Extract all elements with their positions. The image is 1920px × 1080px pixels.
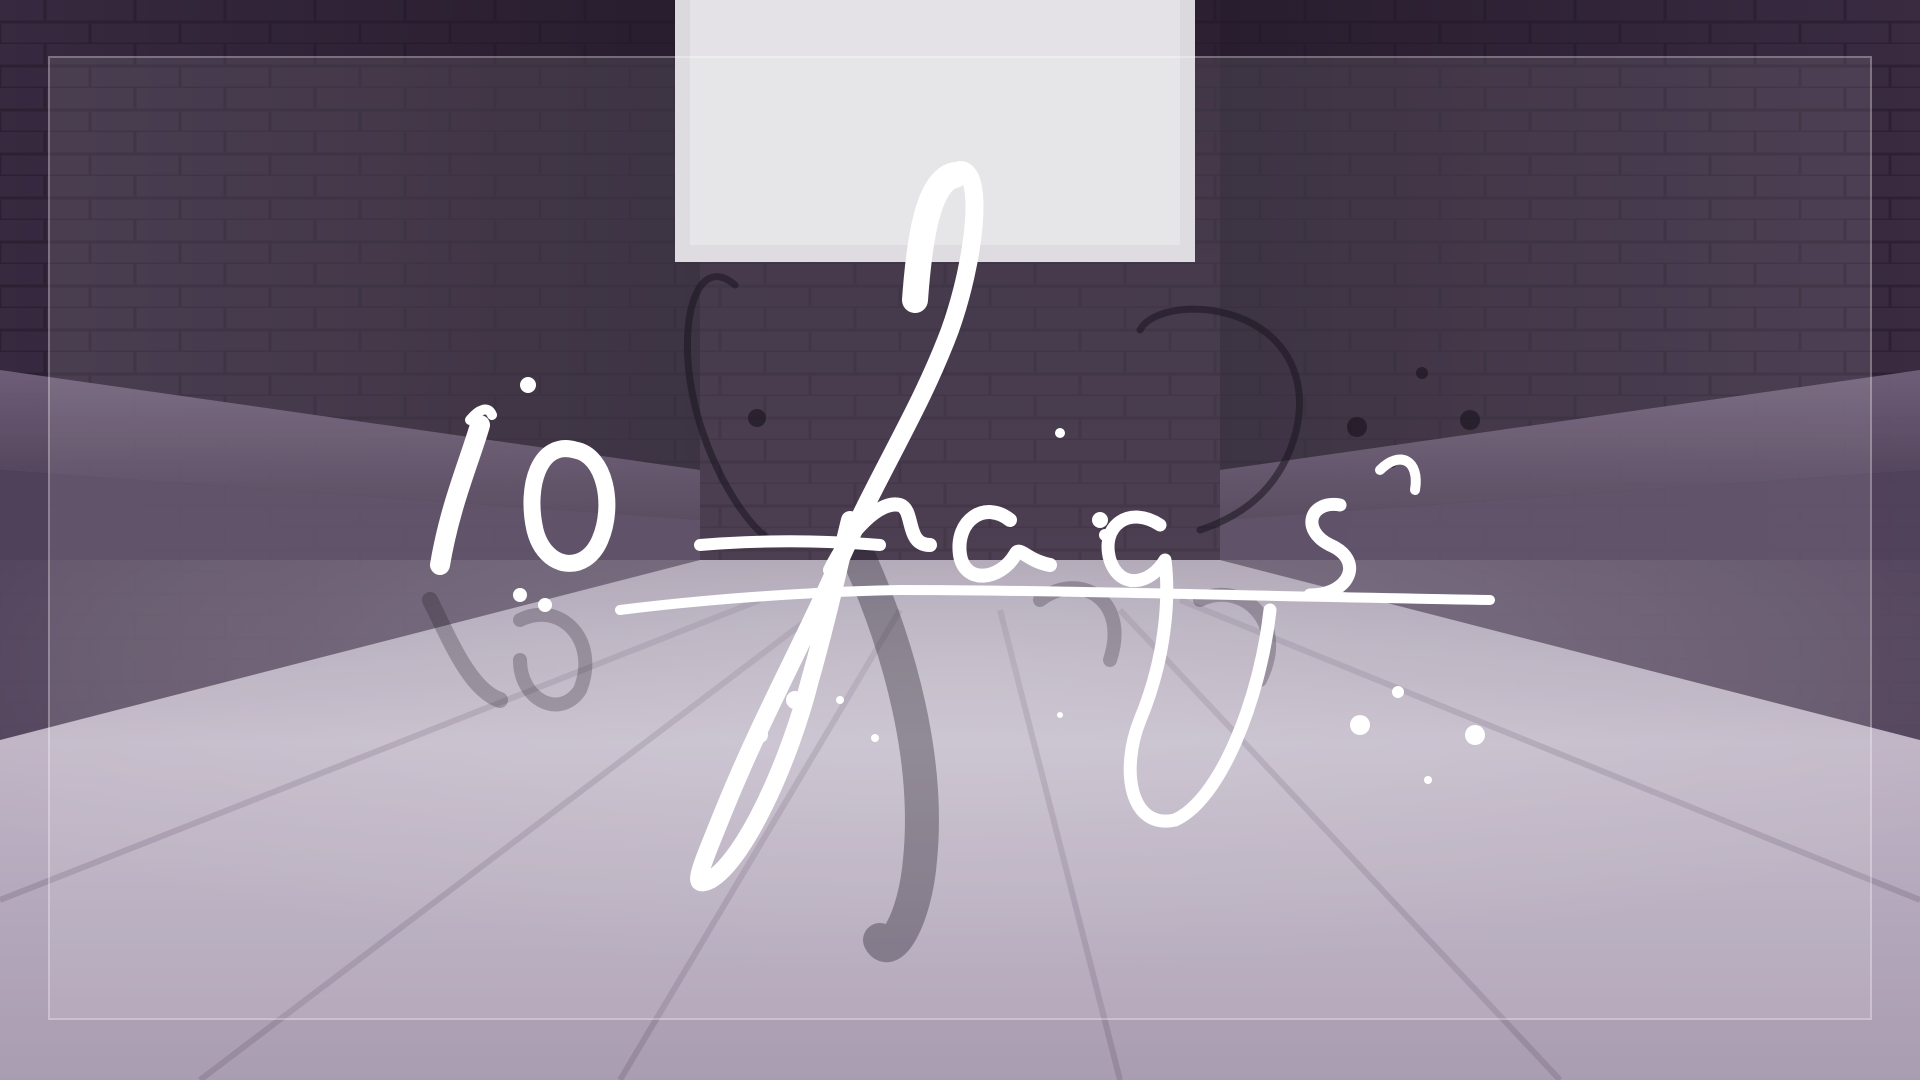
logo-script (440, 170, 1490, 883)
